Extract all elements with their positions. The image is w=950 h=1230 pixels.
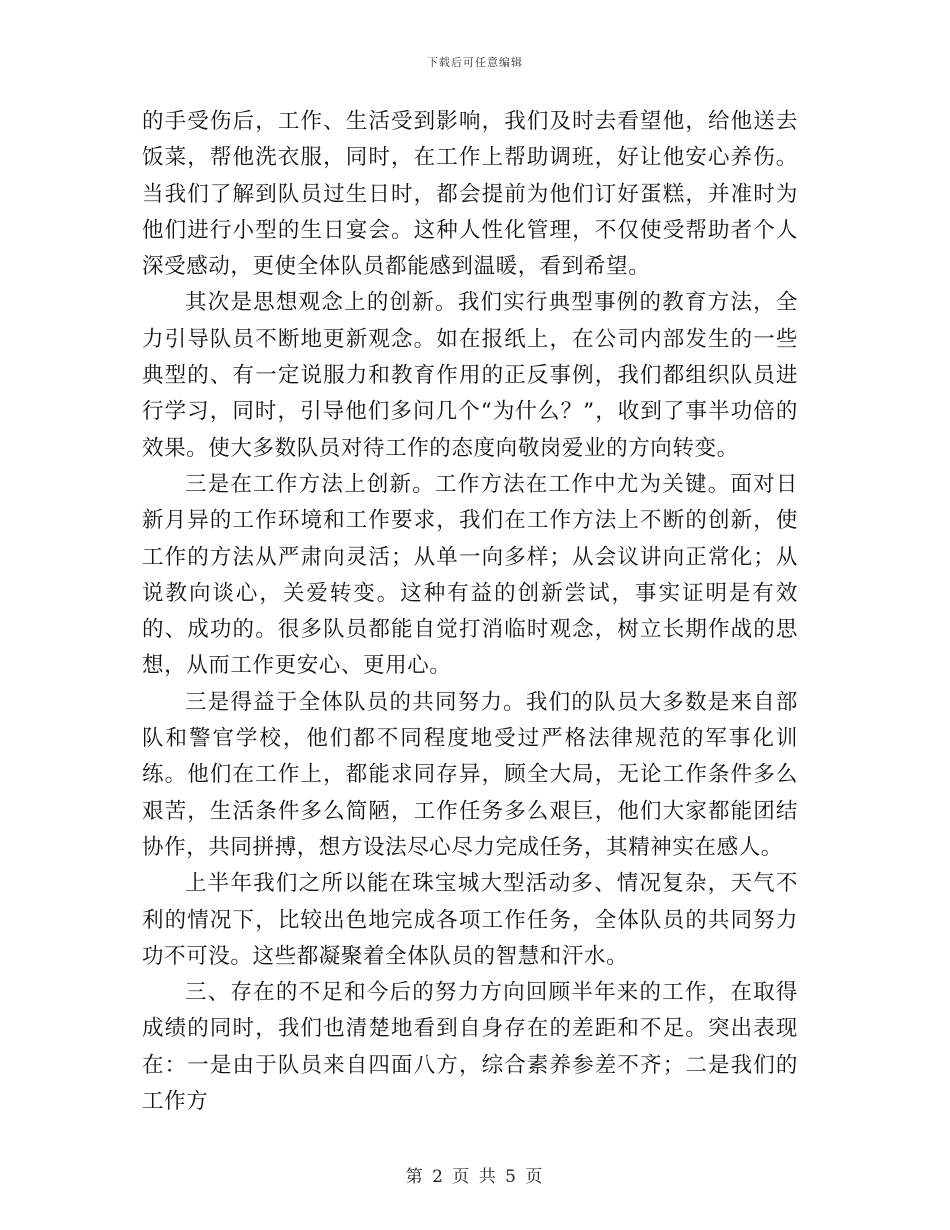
paragraph-4: 三是得益于全体队员的共同努力。我们的队员大多数是来自部队和警官学校，他们都不同程度地受过严格法律规范的军事化训练。他们在工作上，都能求同存异，顾全大局，无论工作条件多么艰苦，生活条件多么简陋，工作任务多么艰巨，他们大家都能团结协作，共同拼搏，想方设法尽心尽力完成任务，其精神实在感人。 <box>142 689 798 860</box>
paragraph-6: 三、存在的不足和今后的努力方向回顾半年来的工作，在取得成绩的同时，我们也清楚地看到自身存在的差距和不足。突出表现在：一是由于队员来自四面八方，综合素养参差不齐；二是我们的工作方 <box>142 980 798 1115</box>
page-header-note: 下载后可任意编辑 <box>427 56 523 69</box>
paragraph-3: 三是在工作方法上创新。工作方法在工作中尤为关键。面对日新月异的工作环境和工作要求，我们在工作方法上不断的创新，使工作的方法从严肃向灵活；从单一向多样；从会议讲向正常化；从说教向谈心，关爱转变。这种有益的创新尝试，事实证明是有效的、成功的。很多队员都能自觉打消临时观念，树立长期作战的思想，从而工作更安心、更用心。 <box>142 471 798 679</box>
document-body <box>142 104 798 1120</box>
paragraph-2: 其次是思想观念上的创新。我们实行典型事例的教育方法，全力引导队员不断地更新观念。如在报纸上，在公司内部发生的一些典型的、有一定说服力和教育作用的正反事例，我们都组织队员进行学习，同时，引导他们多问几个“为什么？”，收到了事半功倍的效果。使大多数队员对待工作的态度向敬岗爱业的方向转变。 <box>142 290 798 461</box>
paragraph-5: 上半年我们之所以能在珠宝城大型活动多、情况复杂，天气不利的情况下，比较出色地完成各项工作任务，全体队员的共同努力功不可没。这些都凝聚着全体队员的智慧和汗水。 <box>142 871 798 969</box>
page-number-footer: 第 2 页 共 5 页 <box>405 1167 545 1187</box>
paragraph-1: 的手受伤后，工作、生活受到影响，我们及时去看望他，给他送去饭菜，帮他洗衣服，同时，在工作上帮助调班，好让他安心养伤。当我们了解到队员过生日时，都会提前为他们订好蛋糕，并准时为他们进行小型的生日宴会。这种人性化管理，不仅使受帮助者个人深受感动，更使全体队员都能感到温暖，看到希望。 <box>142 109 798 280</box>
